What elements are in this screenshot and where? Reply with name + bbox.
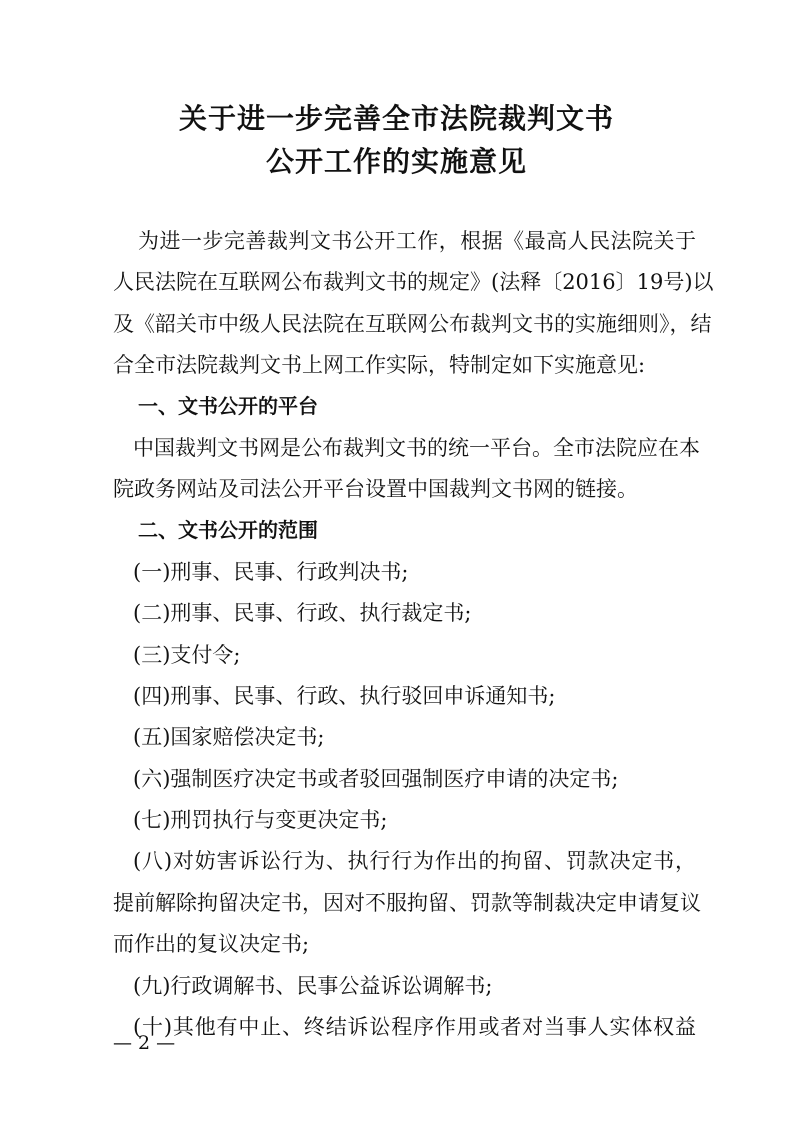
document-title-line-2: 公开工作的实施意见: [265, 145, 527, 178]
list-item-2: (二)刑事、民事、行政、执行裁定书;: [133, 601, 472, 625]
list-item-9: (九)行政调解书、民事公益诉讼调解书;: [133, 974, 493, 998]
list-item-4: (四)刑事、民事、行政、执行驳回申诉通知书;: [133, 684, 556, 708]
section-2-heading: 二、文书公开的范围: [138, 518, 318, 542]
list-item-10-line-1: (十)其他有中止、终结诉讼程序作用或者对当事人实体权益: [133, 1015, 696, 1039]
intro-line-1: 为进一步完善裁判文书公开工作，根据《最高人民法院关于: [138, 229, 696, 253]
list-item-7: (七)刑罚执行与变更决定书;: [133, 808, 388, 832]
document-title-line-1: 关于进一步完善全市法院裁判文书: [178, 102, 614, 135]
list-item-6: (六)强制医疗决定书或者驳回强制医疗申请的决定书;: [133, 767, 619, 791]
page-number: — 2 —: [113, 1032, 176, 1054]
list-item-8-line-2: 提前解除拘留决定书，因对不服拘留、罚款等制裁决定申请复议: [113, 891, 701, 915]
list-item-8-line-1: (八)对妨害诉讼行为、执行行为作出的拘留、罚款决定书，: [133, 849, 696, 873]
list-item-8-line-3: 而作出的复议决定书;: [113, 932, 310, 956]
section-1-line-1: 中国裁判文书网是公布裁判文书的统一平台。全市法院应在本: [133, 436, 700, 460]
intro-line-2: 人民法院在互联网公布裁判文书的规定》(法释〔2016〕19号)以: [113, 270, 714, 294]
list-item-5: (五)国家赔偿决定书;: [133, 725, 325, 749]
section-1-line-2: 院政务网站及司法公开平台设置中国裁判文书网的链接。: [113, 477, 638, 501]
intro-line-4: 合全市法院裁判文书上网工作实际，特制定如下实施意见:: [113, 353, 646, 377]
intro-line-3: 及《韶关市中级人民法院在互联网公布裁判文书的实施细则》，结: [113, 312, 712, 336]
list-item-3: (三)支付令;: [133, 643, 241, 667]
section-1-heading: 一、文书公开的平台: [138, 394, 318, 418]
list-item-1: (一)刑事、民事、行政判决书;: [133, 560, 409, 584]
